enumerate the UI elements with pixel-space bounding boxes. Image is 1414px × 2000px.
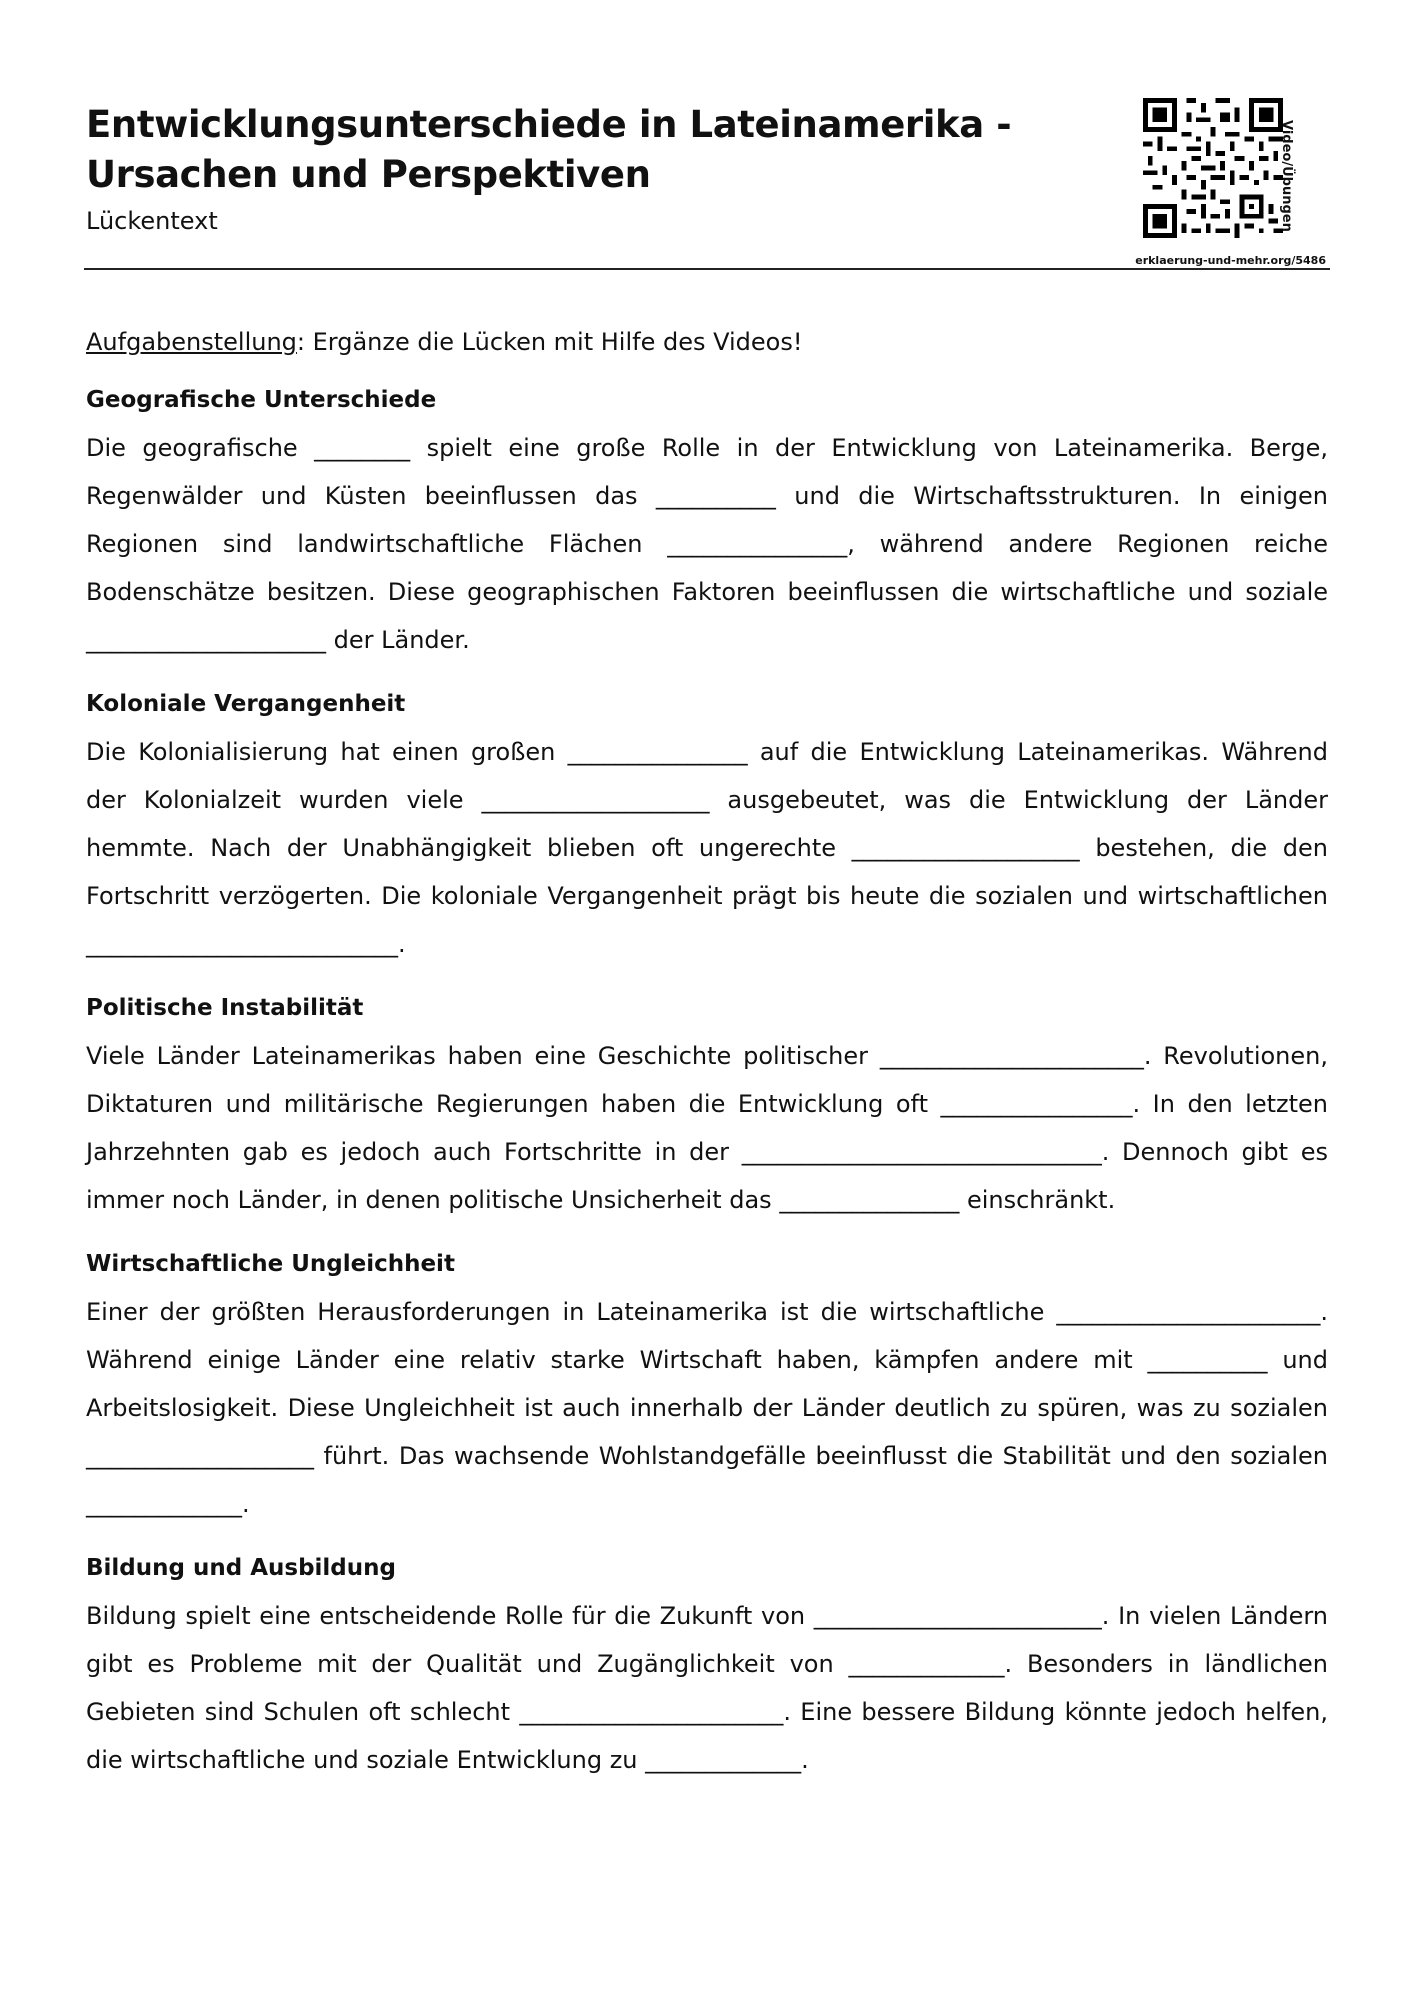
worksheet-content	[86, 318, 1328, 1800]
task-instruction	[86, 318, 1328, 366]
task-text: : Ergänze die Lücken mit Hilfe des Videos!	[296, 328, 803, 356]
cloze-paragraph: Einer der größten Herausforderungen in Lateinamerika ist die wirtschaftliche ______________________. Während einige Länder eine relativ starke Wirtschaft haben, kämpfen andere mit __________ und Arbeitslosigkeit. Diese Ungleichheit ist auch innerhalb der Länder deutlich zu spüren, was zu sozialen ___________________ führt. Das wachsende Wohlstandgefälle beeinflusst die Stabilität und den sozialen _____________.	[86, 1298, 1328, 1518]
cloze-paragraph: Die geografische ________ spielt eine große Rolle in der Entwicklung von Lateinamerika. Berge, Regenwälder und Küsten beeinflussen das __________ und die Wirtschaftsstrukturen. In einigen Regionen sind landwirtschaftliche Flächen _______________, während andere Regionen reiche Bodenschätze besitzen. Diese geographischen Faktoren beeinflussen die wirtschaftliche und soziale ____________________ der Länder.	[86, 434, 1328, 654]
page-subtitle: Lückentext	[86, 207, 218, 235]
section-economic-inequality	[86, 1240, 1328, 1528]
header-divider	[84, 268, 1330, 270]
task-label: Aufgabenstellung	[86, 328, 297, 356]
section-colonial-past	[86, 680, 1328, 968]
section-political-instability	[86, 984, 1328, 1224]
section-heading: Bildung und Ausbildung	[86, 1555, 396, 1581]
section-geography	[86, 376, 1328, 664]
video-exercises-label: Video/Übungen	[1279, 120, 1294, 232]
section-education	[86, 1544, 1328, 1784]
qr-code-icon[interactable]	[1143, 98, 1283, 238]
section-heading: Koloniale Vergangenheit	[86, 691, 406, 717]
cloze-paragraph: Die Kolonialisierung hat einen großen _______________ auf die Entwicklung Lateinamerikas. Während der Kolonialzeit wurden viele ___________________ ausgebeutet, was die Entwicklung der Länder hemmte. Nach der Unabhängigkeit blieben oft ungerechte ___________________ bestehen, die den Fortschritt verzögerten. Die koloniale Vergangenheit prägt bis heute die sozialen und wirtschaftlichen __________________________.	[86, 738, 1328, 958]
cloze-paragraph: Bildung spielt eine entscheidende Rolle für die Zukunft von ________________________. In vielen Ländern gibt es Probleme mit der Qualität und Zugänglichkeit von _____________. Besonders in ländlichen Gebieten sind Schulen oft schlecht ______________________. Eine bessere Bildung könnte jedoch helfen, die wirtschaftliche und soziale Entwicklung zu _____________.	[86, 1602, 1328, 1774]
page-title: Entwicklungsunterschiede in Lateinamerika - Ursachen und Perspektiven	[86, 103, 1012, 196]
source-url[interactable]: erklaerung-und-mehr.org/5486	[1135, 254, 1326, 267]
section-heading: Politische Instabilität	[86, 995, 364, 1021]
section-heading: Wirtschaftliche Ungleichheit	[86, 1251, 455, 1277]
section-heading: Geografische Unterschiede	[86, 387, 437, 413]
cloze-paragraph: Viele Länder Lateinamerikas haben eine Geschichte politischer ______________________. Revolutionen, Diktaturen und militärische Regierungen haben die Entwicklung oft ________________. In den letzten Jahrzehnten gab es jedoch auch Fortschritte in der ______________________________. Dennoch gibt es immer noch Länder, in denen politische Unsicherheit das _______________ einschränkt.	[86, 1042, 1328, 1214]
